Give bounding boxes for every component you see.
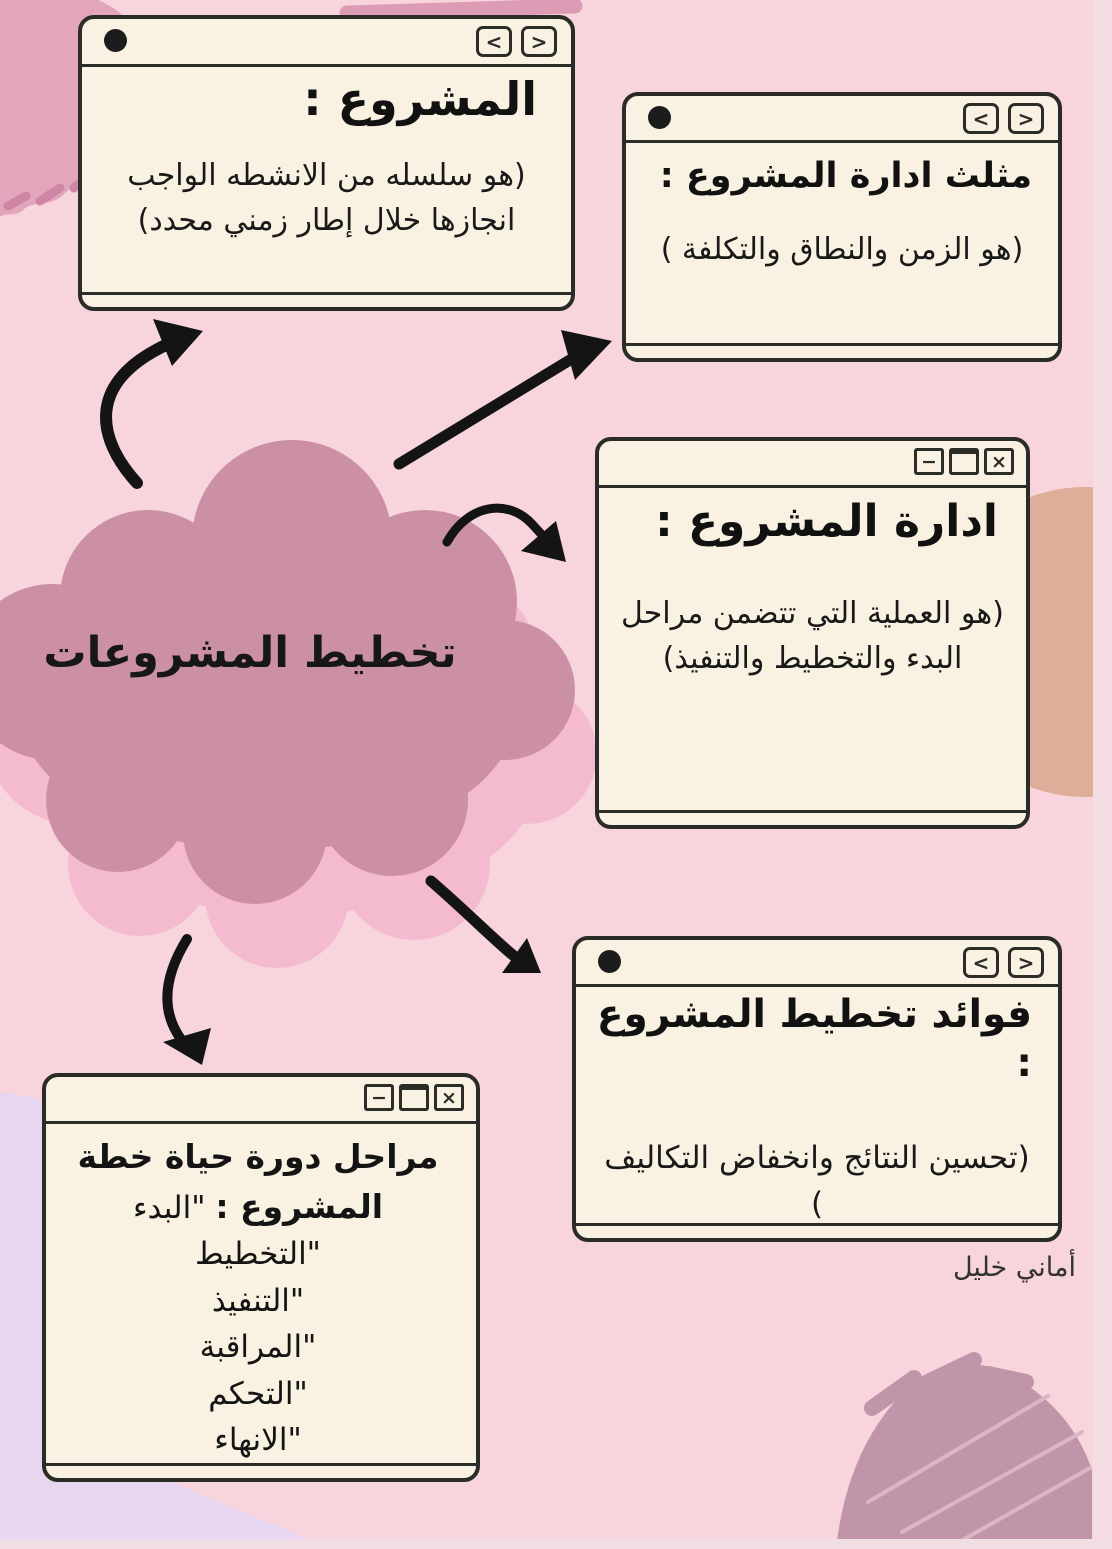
phase-item-start: "البدء [132, 1189, 206, 1226]
triangle-definition: (هو الزمن والنطاق والتكلفة ) [660, 231, 1024, 267]
back-button: < [476, 26, 512, 57]
window-footer-line [576, 1223, 1058, 1226]
forward-button: > [1008, 947, 1044, 978]
back-button: < [963, 103, 999, 134]
window-dot-icon [104, 29, 127, 52]
management-definition: (هو العملية التي تتضمن مراحل البدء والتخطيط والتنفيذ) [621, 596, 1004, 676]
phases-list [46, 1124, 476, 1464]
phase-item-monitoring: "المراقبة [199, 1329, 317, 1365]
minimize-button: − [364, 1084, 394, 1111]
window-triangle [622, 92, 1062, 362]
project-definition: (هو سلسله من الانشطه الواجب انجازها خلال إطار زمني محدد) [127, 157, 526, 238]
minimize-button: − [914, 448, 944, 475]
window-project [78, 15, 575, 311]
window-dot-icon [648, 106, 671, 129]
maximize-button [399, 1084, 429, 1111]
window-phases-titlebar [46, 1077, 476, 1124]
arrowhead-triangle [561, 330, 612, 380]
phases-title-line2 [60, 1182, 456, 1232]
author-signature: أماني خليل [952, 1252, 1076, 1283]
window-dot-icon [598, 950, 621, 973]
management-title: ادارة المشروع : [655, 496, 998, 547]
arrowhead-management [521, 521, 566, 562]
window-triangle-titlebar [626, 96, 1058, 143]
cloud-title: تخطيط المشروعات [43, 628, 457, 678]
maximize-button [949, 448, 979, 475]
close-button: × [434, 1084, 464, 1111]
forward-button: > [521, 26, 557, 57]
window-footer-line [46, 1463, 476, 1466]
benefits-title: فوائد تخطيط المشروع : [596, 992, 1032, 1086]
window-benefits [572, 936, 1062, 1242]
window-management [595, 437, 1030, 829]
benefits-definition: (تحسين النتائج وانخفاض التكاليف ) [604, 1139, 1030, 1222]
window-project-titlebar [82, 19, 571, 67]
phase-item-control: "التحكم [208, 1375, 308, 1412]
window-footer-line [599, 810, 1026, 813]
phase-item-execution: "التنفيذ [211, 1282, 305, 1319]
arrow-to-project [106, 344, 168, 483]
window-management-titlebar [599, 441, 1026, 488]
triangle-title: مثلث ادارة المشروع : [659, 156, 1032, 196]
window-phases [42, 1073, 480, 1482]
back-button: < [963, 947, 999, 978]
arrowhead-phases [163, 1028, 211, 1065]
window-footer-line [626, 343, 1058, 346]
phases-title-line1: مراحل دورة حياة خطة [77, 1137, 439, 1176]
project-title: المشروع : [303, 72, 537, 126]
window-benefits-titlebar [576, 940, 1058, 987]
arrow-to-benefits [431, 881, 514, 956]
arrow-to-phases [167, 939, 190, 1050]
phase-item-closure: "الانهاء [214, 1422, 302, 1458]
arrow-to-triangle [399, 352, 583, 464]
close-button: × [984, 448, 1014, 475]
phase-item-planning: "التخطيط [195, 1236, 321, 1272]
window-footer-line [82, 292, 571, 295]
phases-title-line2-label: المشروع : [215, 1186, 384, 1226]
forward-button: > [1008, 103, 1044, 134]
